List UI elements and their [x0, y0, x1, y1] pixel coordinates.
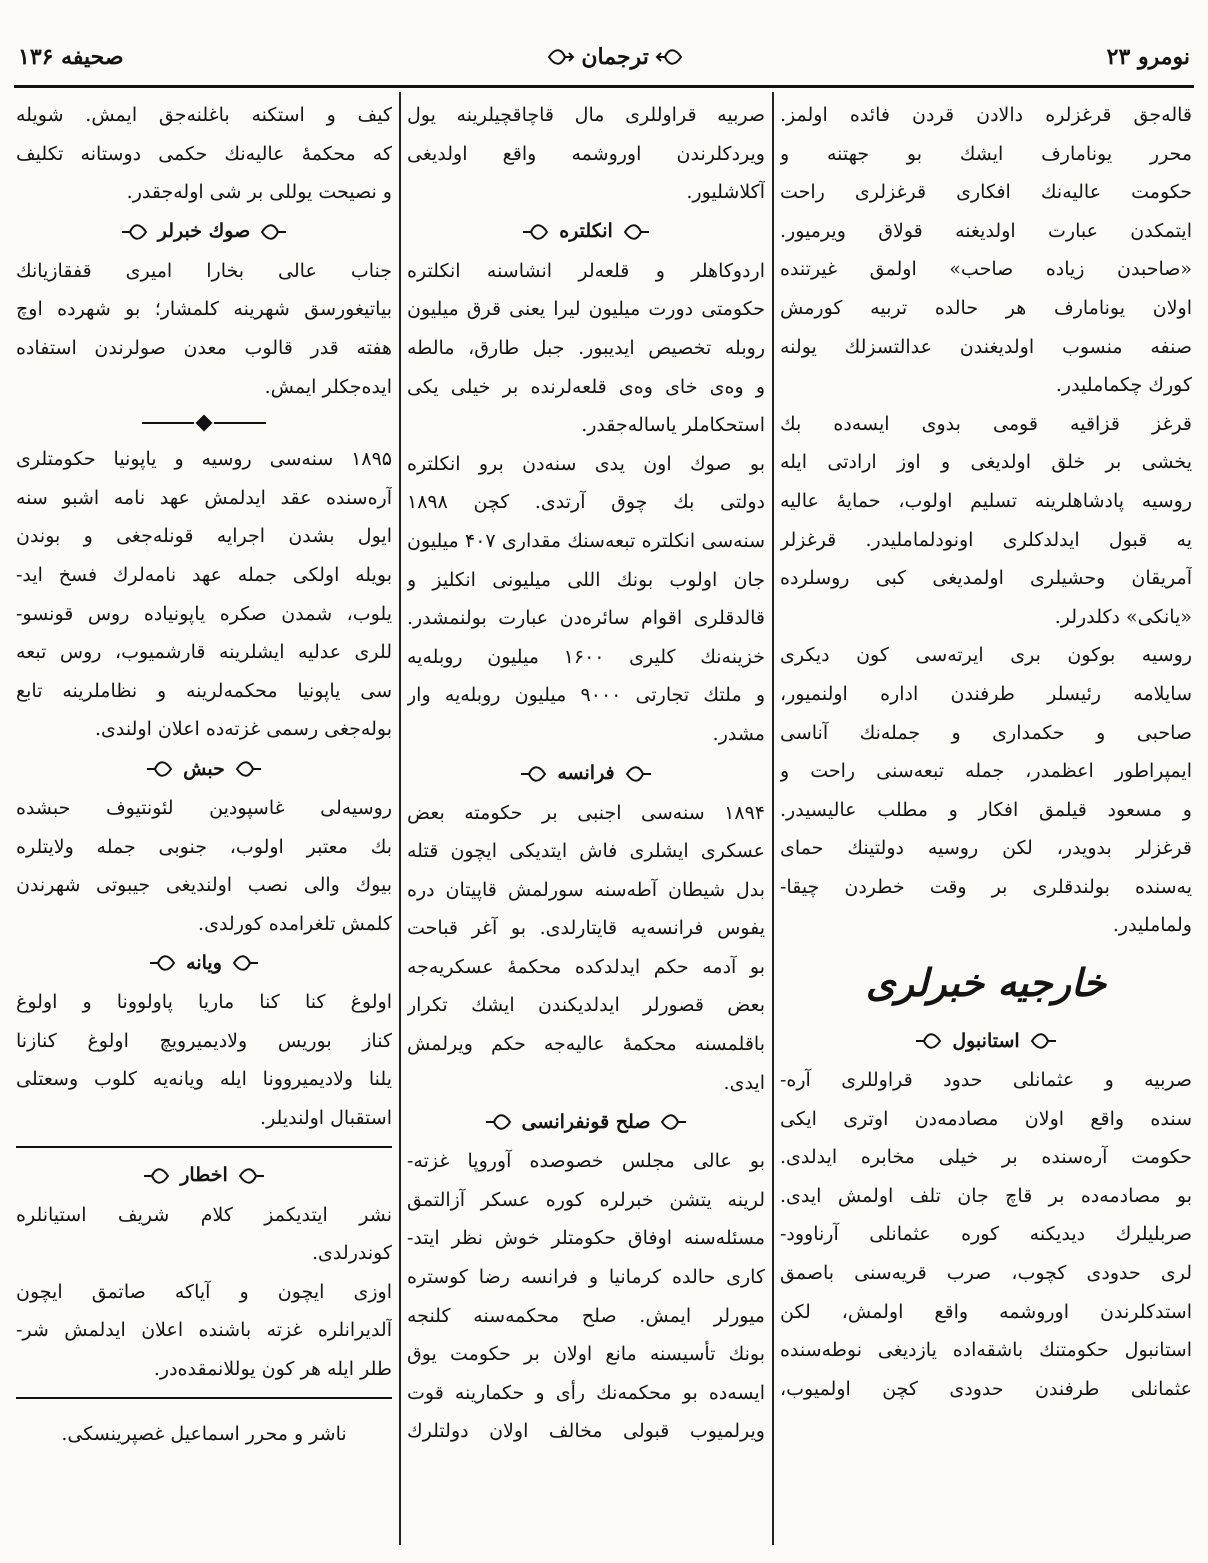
text-line: یه‌سنده بولندقلری بر وقت خطردن چیقا-: [780, 875, 1192, 898]
article-paragraph: [16, 96, 392, 212]
article-paragraph: [780, 405, 1192, 637]
text-line: صربیه و عثمانلی حدود قراوللری آره-: [780, 1069, 1192, 1092]
section-heading-label: اخطار: [180, 1164, 228, 1187]
text-line: بوله‌جغی رسمی غزته‌ده اعلان اولندی.: [95, 718, 392, 741]
article-paragraph: [407, 1142, 765, 1451]
page-number-label: ۱۳۶ صحیفه: [18, 44, 124, 70]
article-paragraph: [407, 96, 765, 212]
section-heading-abyssinia: [16, 749, 392, 789]
ornament-icon: [625, 763, 653, 785]
section-heading-england: [407, 212, 765, 252]
text-line: و نصیحت یوللی بر شی اوله‌جقدر.: [126, 181, 392, 204]
diamond-divider: [16, 406, 392, 440]
ornament-icon: [623, 221, 651, 243]
section-heading-label: ویانه: [186, 951, 222, 974]
text-line: لرینه یتشن خبرلره کوره عسکر آزالتمق: [407, 1188, 765, 1211]
text-line: عثمانلی طرفندن حدودی کچن اولمیوب،: [780, 1377, 1192, 1400]
text-line: بدل شیطان آطه‌سنه سورلمش قاپیتان دره: [407, 878, 765, 901]
text-line: بیاتیغورسق شهرینه کلمشار؛ بو شهرده اوچ: [16, 298, 392, 321]
text-line: کیف و استکنه باغلنه‌جق ایمش. شویله: [16, 104, 392, 126]
divider-line: [142, 422, 194, 424]
ornament-icon: [235, 758, 263, 780]
text-line: سی یاپونیا محکمه‌لرینه و نظاملرینه تابع: [16, 679, 392, 702]
text-line: اولوغ کنا کنا ماریا پاولوونا و اولوغ: [16, 991, 392, 1014]
text-line: یه قبول ایدلدکلری اونودلمامليدر. قرغزلر: [780, 528, 1192, 551]
text-line: میورلر ایمش. صلح محکمه‌سنه کلنجه: [407, 1304, 765, 1327]
text-line: صربیه قراوللری مال قاچاقچیلرینه یول: [407, 104, 765, 126]
text-line: قرغزلر بدویدر، لکن روسیه دولتینك حمای: [780, 837, 1192, 860]
section-heading-label: انکلتره: [559, 220, 613, 243]
section-rule: [16, 1397, 392, 1399]
section-heading-label: صلح قونفرانسی: [521, 1110, 651, 1133]
article-paragraph: [16, 789, 392, 943]
text-line: ایتمکدن عبارت اولدیغنه قولاق ویرمیور.: [780, 219, 1192, 242]
text-line: کناز بوریس ولادیمیرویچ اولوغ کنازنا: [16, 1029, 392, 1052]
text-line: استدکلرندن اوروشمه واقع اولمش، لکن: [780, 1300, 1192, 1323]
text-line: حکومتی دورت میلیون لیرا یعنی قرق میلیون: [407, 298, 765, 321]
ornament-icon: [260, 221, 288, 243]
article-paragraph: [407, 445, 765, 754]
text-line: مسئله‌سنه اوفاق حکومتلر خوش نظر ایتد-: [407, 1227, 765, 1250]
text-line: محرر یونامارف ایشك بو جهتنه و: [780, 142, 1192, 165]
text-line: جان اولوب بونك اللی میلیونی انکلیز و: [407, 568, 765, 591]
section-heading-vienna: [16, 943, 392, 983]
text-line: روبله تخصیص ایدیبور. جبل طارق، مالطه: [407, 336, 765, 359]
divider-line: [214, 422, 266, 424]
text-line: ایول بشدن اجرایه قونله‌جغی و بوندن: [16, 525, 392, 548]
text-line: ایدی.: [723, 1071, 765, 1094]
text-line: باقلمسنه محکمهٔ عالیه‌جه حکم ویرلمش: [407, 1033, 765, 1056]
text-line: دولتی بك چوق آرتدی. کچن ۱۸۹۸: [407, 491, 765, 514]
section-heading-peace-conference: [407, 1102, 765, 1142]
right-column: [780, 96, 1192, 1543]
text-line: و ملتك تجارتی ۹۰۰۰ میلیون روبله‌یه وار: [407, 684, 765, 707]
text-line: استقبال اولندیلر.: [260, 1107, 392, 1130]
text-line: صاحبی و حکمداری و جمله‌نك آناسی: [780, 721, 1192, 744]
ornament-icon: [521, 221, 549, 243]
text-line: سنده واقع اولان مصادمه‌دن اوتری ایکی: [780, 1107, 1192, 1130]
ornament-icon: [914, 1030, 942, 1052]
text-line: ایده‌جکلر ایمش.: [264, 375, 392, 398]
column-divider: [399, 92, 401, 1545]
issue-number-label: نومرو ۲۳: [1106, 44, 1190, 70]
ornament-icon: [232, 952, 260, 974]
text-line: اردوکاهلر و قلعه‌لر انشاسنه انکلتره: [407, 259, 765, 282]
text-line: ایسه‌ده بو محکمه‌نك رأی و حکمارینه قوت: [407, 1381, 765, 1404]
ornament-icon: [120, 221, 148, 243]
text-line: بو مصادمه‌ده بر قاچ جان تلف اولمش ایدی.: [780, 1184, 1192, 1207]
article-paragraph: [780, 96, 1192, 405]
text-line: یخشی بر خلق اولدیغی و اوز ارادتی ایله: [780, 451, 1192, 474]
text-line: یلنا ولادیمیروونا ایله ویانه‌یه کلوب وسعتلی: [16, 1068, 392, 1091]
text-line: «صاحبدن زیاده صاحب» اولمق غیرتنده: [780, 258, 1192, 281]
section-heading-france: [407, 754, 765, 794]
masthead-rule: [14, 85, 1194, 88]
text-line: صربلیلرك دیدیکنه کوره عثمانلی آرناوود-: [780, 1223, 1192, 1246]
ornament-icon: [655, 46, 683, 68]
ornament-icon: [547, 46, 575, 68]
ornament-icon: [145, 758, 173, 780]
text-line: اوزی ایچون و آیاکه صاتمق ایچون: [16, 1280, 392, 1303]
section-heading-label: حبش: [183, 757, 225, 780]
ornament-icon: [660, 1111, 688, 1133]
text-line: قاله‌جق قرغزلره دالادن قردن فائده اولمز.: [780, 104, 1192, 126]
text-line: روسیه بوکون بری ایرته‌سی کون دیکری: [780, 644, 1192, 667]
text-line: آکلاشلیور.: [686, 181, 765, 204]
ornament-icon: [148, 952, 176, 974]
text-line: کوندرلدی.: [312, 1242, 392, 1265]
text-line: یفوس فرانسه‌یه قایتارلدی. بو آغر قباحت: [407, 917, 765, 940]
publisher-footer: ناشر و محرر اسماعیل غصپرینسکی.: [61, 1422, 347, 1445]
text-line: یلوب، شمدن صکره یاپونیاده روس قونسو-: [16, 602, 392, 625]
text-line: ولمامليدر.: [1112, 914, 1192, 937]
ornament-icon: [1030, 1030, 1058, 1052]
masthead: [18, 32, 1190, 82]
foreign-news-title: خارجیه خبرلری: [865, 960, 1107, 1006]
section-heading-label: استانبول: [952, 1029, 1020, 1052]
text-line: للری عدلیه ایشلرینه قارشمیوب، روس تبعه: [16, 641, 392, 664]
text-line: بیوك والی نصب اولندیغی جیبوتی شهرندن: [16, 874, 392, 897]
text-line: «یانکی» دکلدرلر.: [1054, 605, 1192, 628]
text-line: لری حدودی کچوب، صرب قریه‌سنی باصمق: [780, 1262, 1192, 1285]
section-heading-label: فرانسه: [557, 762, 615, 785]
text-line: قرغز قزاقیه قومی بدوی ایسه‌ده بك: [780, 412, 1192, 435]
article-paragraph: [16, 1273, 392, 1389]
text-line: ویرلمیوب قبولی مخالف اولان دولتلرك: [407, 1420, 765, 1443]
section-heading-label: صوك خبرلر: [157, 220, 251, 243]
text-line: ۱۸۹۴ سنه‌سی اجنبی بر حکومته بعض: [407, 801, 765, 824]
text-line: بویله اولکی جمله عهد نامه‌لرك فسخ اید-: [16, 563, 392, 586]
ornament-icon: [142, 1165, 170, 1187]
article-paragraph: [780, 636, 1192, 945]
ornament-icon: [519, 763, 547, 785]
text-line: آمریقان وحشیلری اولمدیغی کبی روسلرده: [780, 567, 1192, 590]
text-line: خزینه‌نك کلیری ۱۶۰۰ میلیون روبله‌یه: [407, 645, 765, 668]
text-line: اولان یونامارف هر حالده تربیه کورمش: [780, 296, 1192, 319]
text-line: سایلامه رئیسلر طرفندن اداره اولنمیور،: [780, 682, 1192, 705]
section-rule: [16, 1146, 392, 1148]
text-line: حکومت آره‌سنده بر خیلی مخابره ایدلدی.: [780, 1146, 1192, 1169]
text-line: و وه‌ی خای وه‌ی قلعه‌لرنده بر خیلی یکی: [407, 375, 765, 398]
text-line: نشر ایتدیکمز کلام شریف استیانلره: [16, 1203, 392, 1226]
text-line: بك معتبر اولوب، جنوبی جمله ولایتلره: [16, 835, 392, 858]
text-line: کلمش تلغرامده کورلدی.: [198, 912, 392, 935]
diamond-icon: [196, 415, 213, 432]
text-line: استحکاملر یاساله‌جقدر.: [581, 414, 765, 437]
article-paragraph: [780, 1061, 1192, 1408]
article-paragraph: [16, 252, 392, 406]
text-line: عسکری ایشلری فاش ایتدیکی ایچون قتله: [407, 840, 765, 863]
paper-title-block: [547, 44, 682, 70]
text-line: کورك چکمامليدر.: [1055, 374, 1192, 397]
paper-title: ترجمان: [581, 44, 649, 70]
text-line: کاری حالده کرمانیا و فرانسه رضا کوستره: [407, 1266, 765, 1289]
article-paragraph: [16, 440, 392, 749]
text-line: صنفه منسوب اولدیغندن عدالتسزلك یولنه: [780, 335, 1192, 358]
text-line: و مسعود قیلمق افکار و مطلب عالیسیدر.: [780, 798, 1192, 821]
middle-column: [407, 96, 765, 1543]
text-line: روسیه‌لی غاسپودین لئونتیوف حبشده: [16, 796, 392, 819]
column-divider: [772, 92, 774, 1545]
text-line: آره‌سنده عقد ایدلمش عهد نامه اشبو سنه: [16, 486, 392, 509]
text-line: روسیه پادشاهلرینه تسلیم اولوب، حمایهٔ عالیه‌: [780, 489, 1192, 512]
text-line: استانبول حکومتنك باشقه‌اده یازدیغی نوطه‌سنده: [780, 1339, 1192, 1362]
text-line: مشدر.: [712, 722, 765, 745]
ornament-icon: [484, 1111, 512, 1133]
text-line: هفته قدر قالوب معدن صولرندن استفاده: [16, 336, 392, 359]
text-line: حکومت عالیه‌نك افکاری قرغزلری راحت: [780, 181, 1192, 204]
article-paragraph: [407, 252, 765, 445]
section-heading-istanbul: [780, 1021, 1192, 1061]
text-line: قالدقلری اقوام سائره‌دن عبارت بولنمشدر.: [407, 607, 765, 630]
ornament-icon: [238, 1165, 266, 1187]
text-line: آلدیرانلره غزته باشنده اعلان ایدلمش شر-: [16, 1319, 392, 1342]
section-heading-latest-news: [16, 212, 392, 252]
text-line: که محکمهٔ عالیه‌نك حکمی دوستانه تکلیف: [16, 142, 392, 165]
article-paragraph: [407, 794, 765, 1103]
text-line: ویردکلرندن اوروشمه واقع اولدیغی: [407, 142, 765, 165]
text-line: بو عالی مجلس خصوصده آوروپا غزته-: [407, 1150, 765, 1173]
left-column: [16, 96, 392, 1543]
text-line: بعض قصورلر ایدلدیکندن ایشك تکرار: [407, 994, 765, 1017]
text-line: جناب عالی بخارا امیری قفقازیانك: [16, 259, 392, 282]
text-line: بونك تأسیسنه مانع اولان بر حکومت یوق: [407, 1343, 765, 1366]
article-paragraph: [16, 983, 392, 1137]
text-line: سنه‌سی انکلتره تبعه‌سنك مقداری ۴۰۷ میلیون: [407, 529, 765, 552]
text-line: ۱۸۹۵ سنه‌سی روسیه و یاپونیا حکومتلری: [16, 448, 392, 471]
text-line: ایمپراطور اعظمدر، جمله تبعه‌سنی راحت و: [780, 760, 1192, 783]
section-heading-notice: [16, 1156, 392, 1196]
text-line: بو آدمه حکم ایدلدکده محکمهٔ عسکریه‌جه: [407, 955, 765, 978]
text-line: بو صوك اون یدی سنه‌دن برو انکلتره: [407, 452, 765, 475]
article-paragraph: [16, 1196, 392, 1273]
text-line: طلر ایله هر کون یوللانمقده‌در.: [153, 1358, 392, 1381]
